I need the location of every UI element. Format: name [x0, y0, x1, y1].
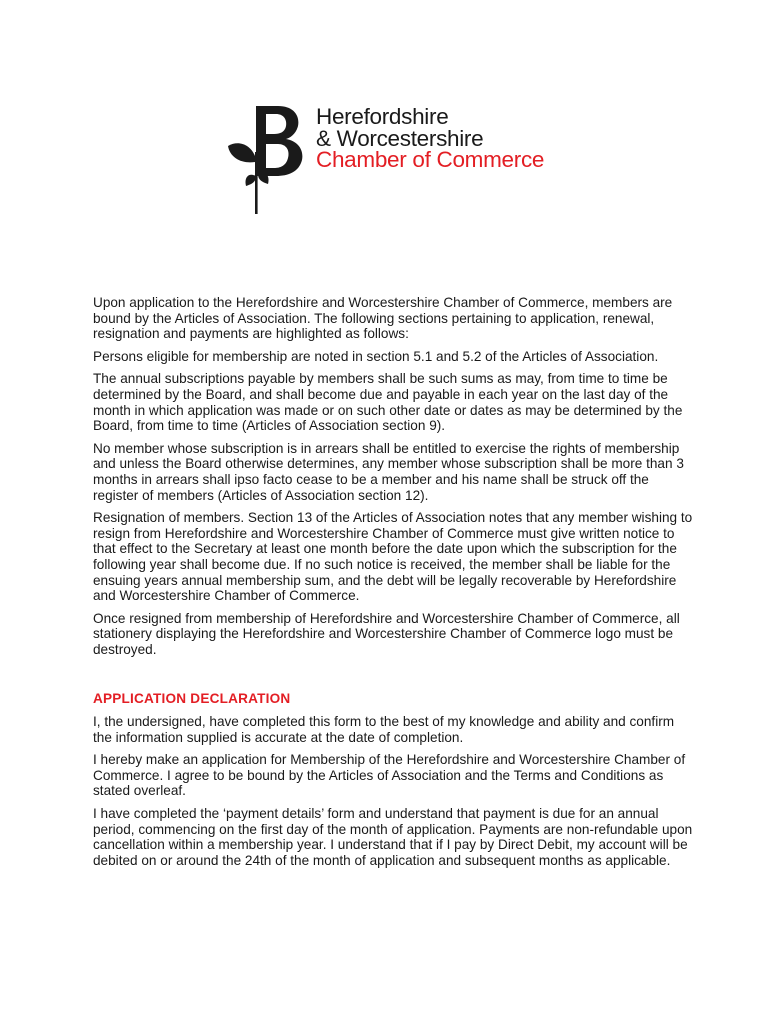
- logo-line-3: Chamber of Commerce: [316, 147, 545, 172]
- paragraph-eligibility: Persons eligible for membership are noted in section 5.1 and 5.2 of the Articles of Association.: [93, 348, 659, 364]
- paragraph-arrears: No member whose subscription is in arrears shall be entitled to exercise the rights of membership and unless the Board otherwise determines, any member whose subscription shall be more than 3 months in arrears shall ipso facto cease to be a member and his name shall be struck off the register of members (Articles of Association section 12).: [93, 440, 684, 503]
- paragraph-resignation: Resignation of members. Section 13 of the Articles of Association notes that any member wishing to resign from Herefordshire and Worcestershire Chamber of Commerce must give written notice to that effect to the Secretary at least one month before the date upon which the subscription for the following year shall become due. If no such notice is received, the member shall be liable for the ensuing years annual membership sum, and the debt will be legally recoverable by Herefordshire and Worcestershire Chamber of Commerce.: [93, 510, 693, 604]
- logo-line-1: Herefordshire: [316, 104, 449, 129]
- paragraph-subscriptions: The annual subscriptions payable by members shall be such sums as may, from time to time be determined by the Board, and shall become due and payable in each year on the last day of the month in which application was made or on such other date or dates as may be determined by the Board, from time to time (Articles of Association section 9).: [93, 371, 683, 434]
- declaration-heading: APPLICATION DECLARATION: [93, 691, 291, 707]
- declaration-paragraph-payment: I have completed the ‘payment details’ form and understand that payment is due for an annual period, commencing on the first day of the month of application. Payments are non-refundable upon cancellation within a membership year. I understand that if I pay by Direct Debit, my account will be debited on or around the 24th of the month of application and subsequent months as applicable.: [93, 806, 693, 868]
- logo-wordmark: [316, 106, 544, 171]
- declaration-paragraph-accuracy: I, the undersigned, have completed this form to the best of my knowledge and ability and confirm the information supplied is accurate at the date of completion.: [93, 714, 675, 745]
- logo-line-2: & Worcestershire: [316, 125, 484, 151]
- chamber-logo: [226, 104, 556, 216]
- terms-body: [93, 295, 693, 875]
- paragraph-intro: Upon application to the Herefordshire and Worcestershire Chamber of Commerce, members are bound by the Articles of Association. The following sections pertaining to application, renewal, resignation and payments are highlighted as follows:: [93, 295, 673, 342]
- paragraph-stationery: Once resigned from membership of Herefordshire and Worcestershire Chamber of Commerce, all stationery displaying the Herefordshire and Worcestershire Chamber of Commerce logo must be destroyed.: [93, 610, 680, 657]
- declaration-paragraph-membership: I hereby make an application for Membership of the Herefordshire and Worcestershire Chamber of Commerce. I agree to be bound by the Articles of Association and the Terms and Conditions as stated overleaf.: [93, 752, 686, 799]
- b-flower-icon: [226, 104, 306, 216]
